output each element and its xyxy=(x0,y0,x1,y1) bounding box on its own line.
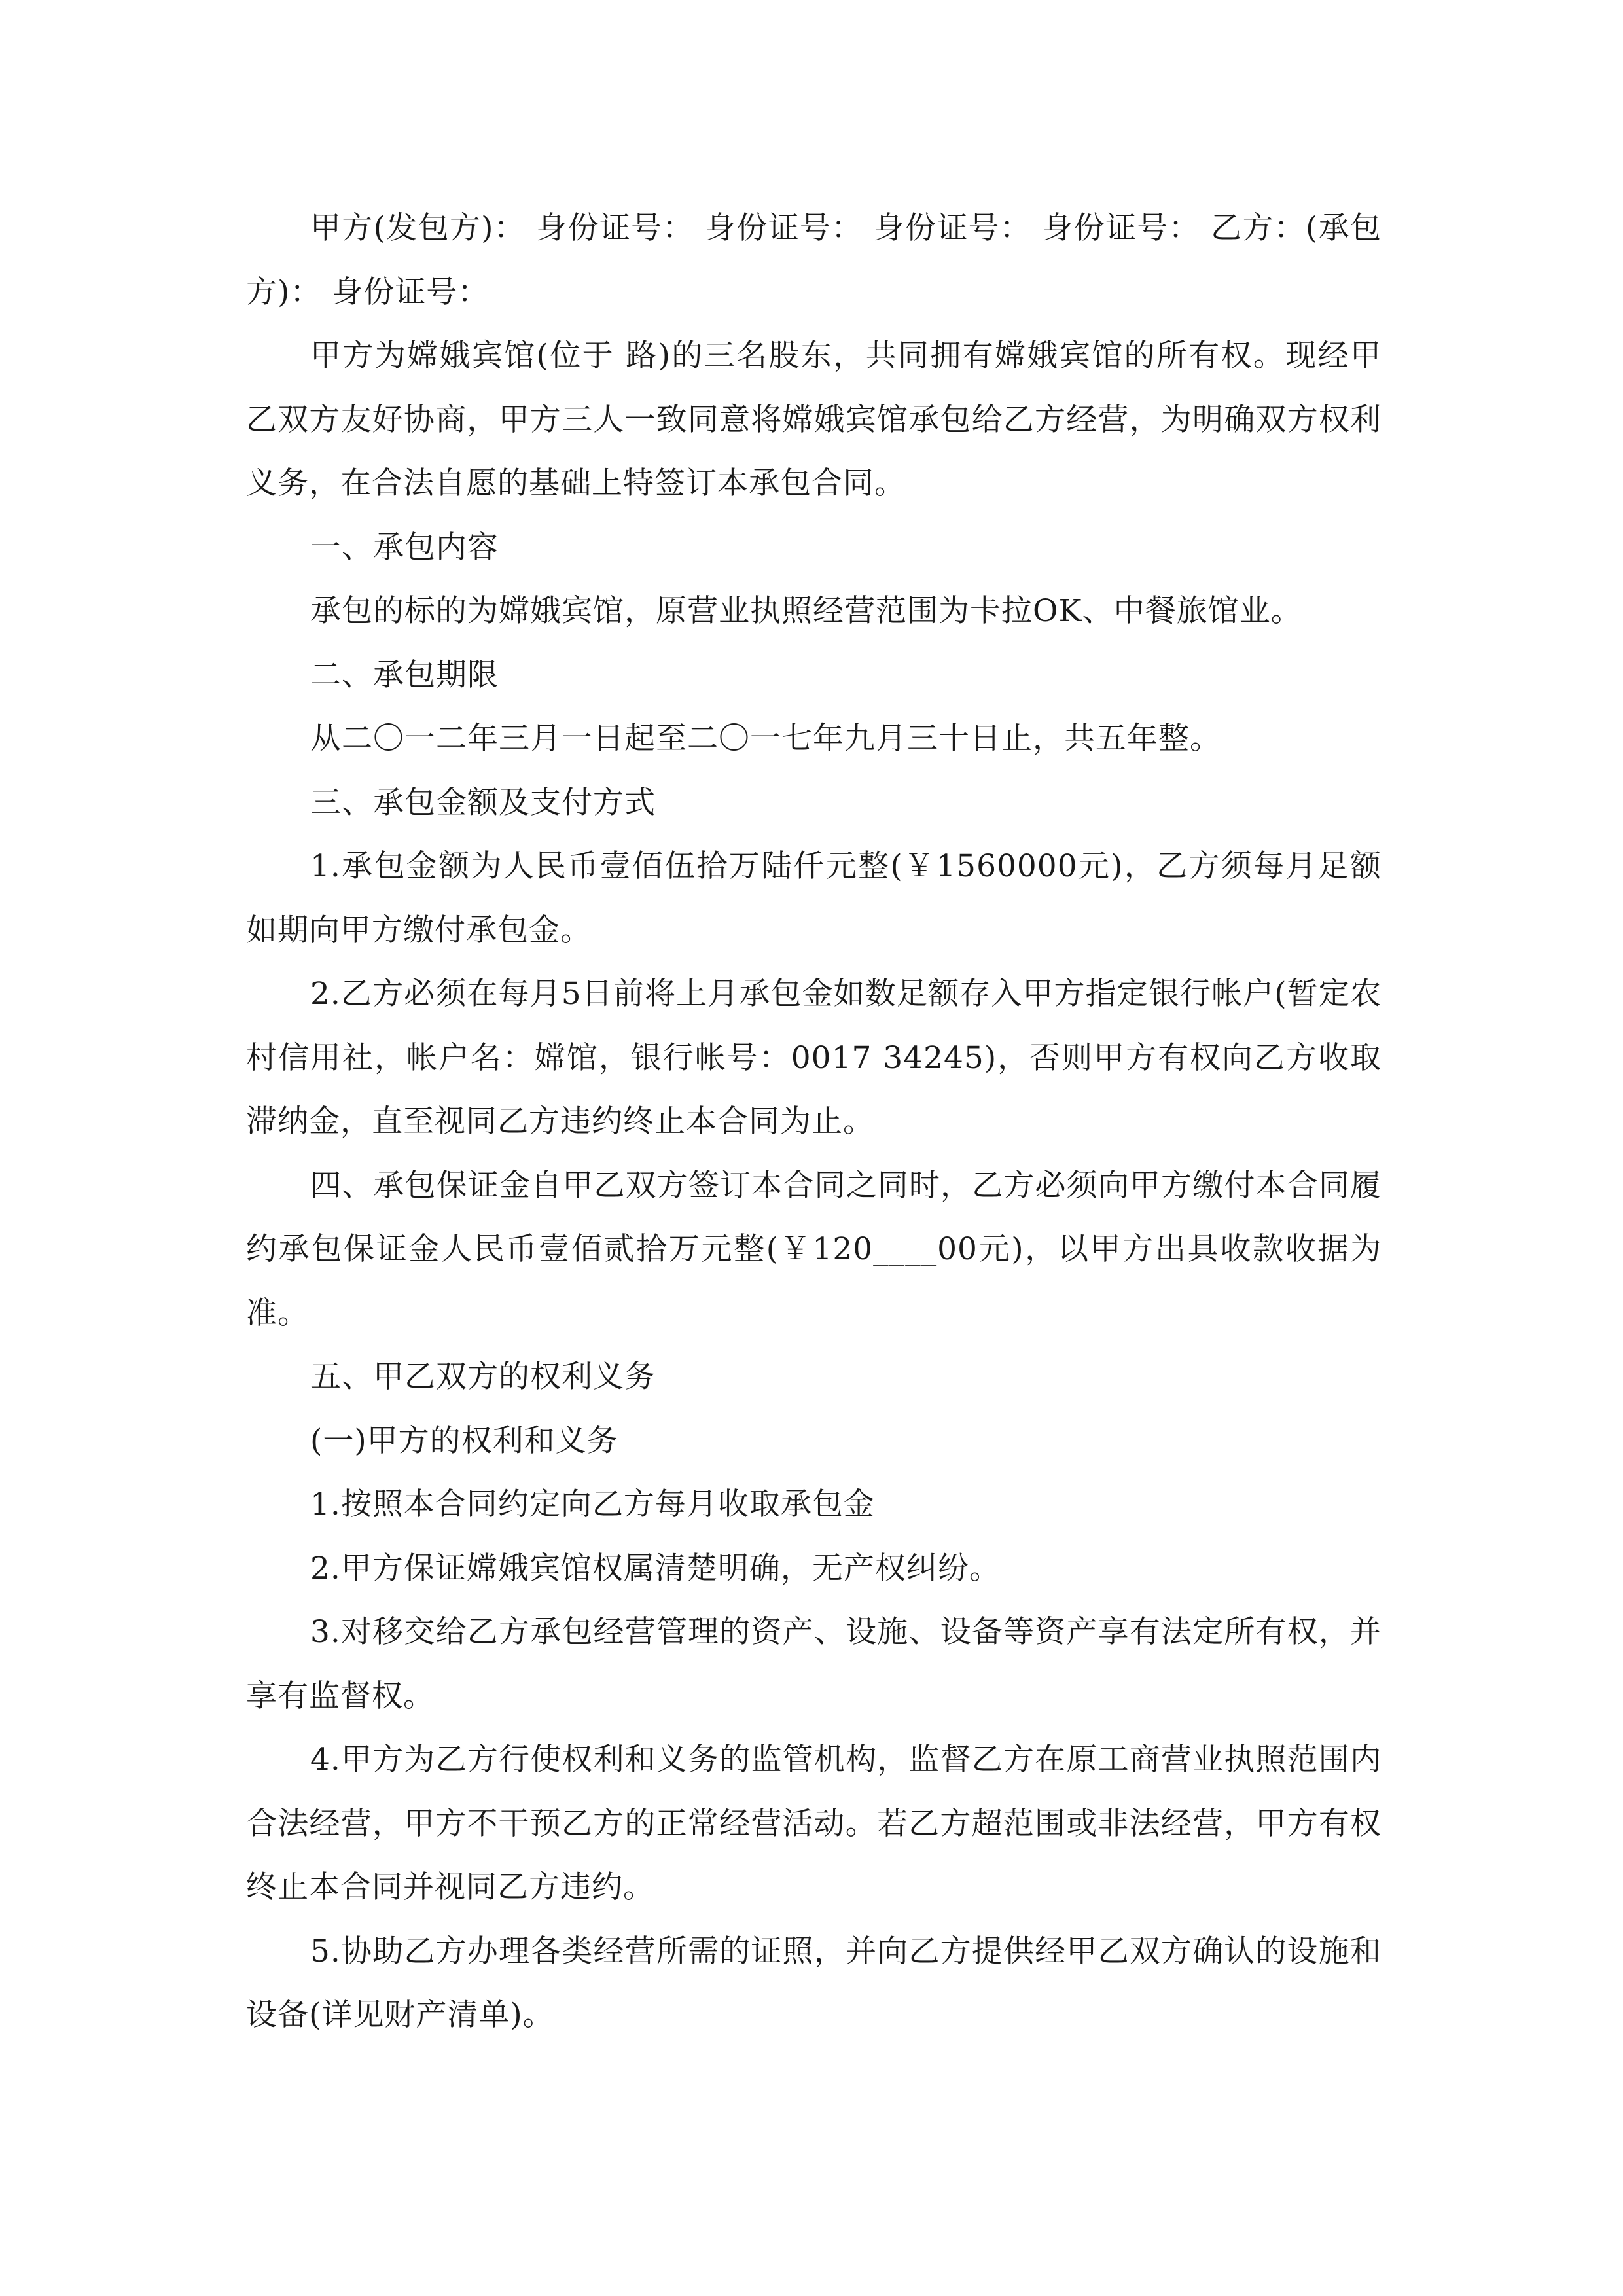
subsection-heading-5-1: (一)甲方的权利和义务 xyxy=(310,1422,618,1459)
section-heading-2: 二、承包期限 xyxy=(310,656,499,693)
subsection-5-1-item-2: 2.甲方保证嫦娥宾馆权属清楚明确，无产权纠纷。 xyxy=(310,1550,1001,1587)
section-4-paragraph: 四、承包保证金自甲乙双方签订本合同之同时，乙方必须向甲方缴付本合同履约承包保证金人民币壹佰贰拾万元整(￥120____00元)，以甲方出具收款收据为准。 xyxy=(246,1167,1382,1331)
subsection-5-1-item-5: 5.协助乙方办理各类经营所需的证照，并向乙方提供经甲乙双方确认的设施和设备(详见财产清单)。 xyxy=(246,1933,1382,2033)
section-3-item-1: 1.承包金额为人民币壹佰伍拾万陆仟元整(￥1560000元)，乙方须每月足额如期向甲方缴付承包金。 xyxy=(246,848,1382,948)
subsection-5-1-item-3: 3.对移交给乙方承包经营管理的资产、设施、设备等资产享有法定所有权，并享有监督权。 xyxy=(246,1614,1382,1714)
document-body xyxy=(246,196,1382,2047)
parties-paragraph: 甲方(发包方)： 身份证号： 身份证号： 身份证号： 身份证号： 乙方：(承包方)： 身份证号： xyxy=(246,210,1382,310)
section-3-item-2: 2.乙方必须在每月5日前将上月承包金如数足额存入甲方指定银行帐户(暂定农村信用社，帐户名：嫦馆，银行帐号：0017 34245)，否则甲方有权向乙方收取滞纳金，直至视同乙方违约终止本合同为止。 xyxy=(246,976,1382,1139)
section-heading-5: 五、甲乙双方的权利义务 xyxy=(310,1359,656,1395)
section-1-paragraph: 承包的标的为嫦娥宾馆，原营业执照经营范围为卡拉OK、中餐旅馆业。 xyxy=(310,593,1302,629)
subsection-5-1-item-1: 1.按照本合同约定向乙方每月收取承包金 xyxy=(310,1486,875,1522)
section-2-paragraph: 从二〇一二年三月一日起至二〇一七年九月三十日止，共五年整。 xyxy=(310,721,1221,757)
subsection-5-1-item-4: 4.甲方为乙方行使权利和义务的监管机构，监督乙方在原工商营业执照范围内合法经营，甲方不干预乙方的正常经营活动。若乙方超范围或非法经营，甲方有权终止本合同并视同乙方违约。 xyxy=(246,1742,1382,1905)
section-heading-1: 一、承包内容 xyxy=(310,529,499,565)
intro-paragraph: 甲方为嫦娥宾馆(位于 路)的三名股东，共同拥有嫦娥宾馆的所有权。现经甲乙双方友好协商，甲方三人一致同意将嫦娥宾馆承包给乙方经营，为明确双方权利义务，在合法自愿的基础上特签订本承包合同。 xyxy=(246,338,1382,501)
section-heading-3: 三、承包金额及支付方式 xyxy=(310,784,656,821)
